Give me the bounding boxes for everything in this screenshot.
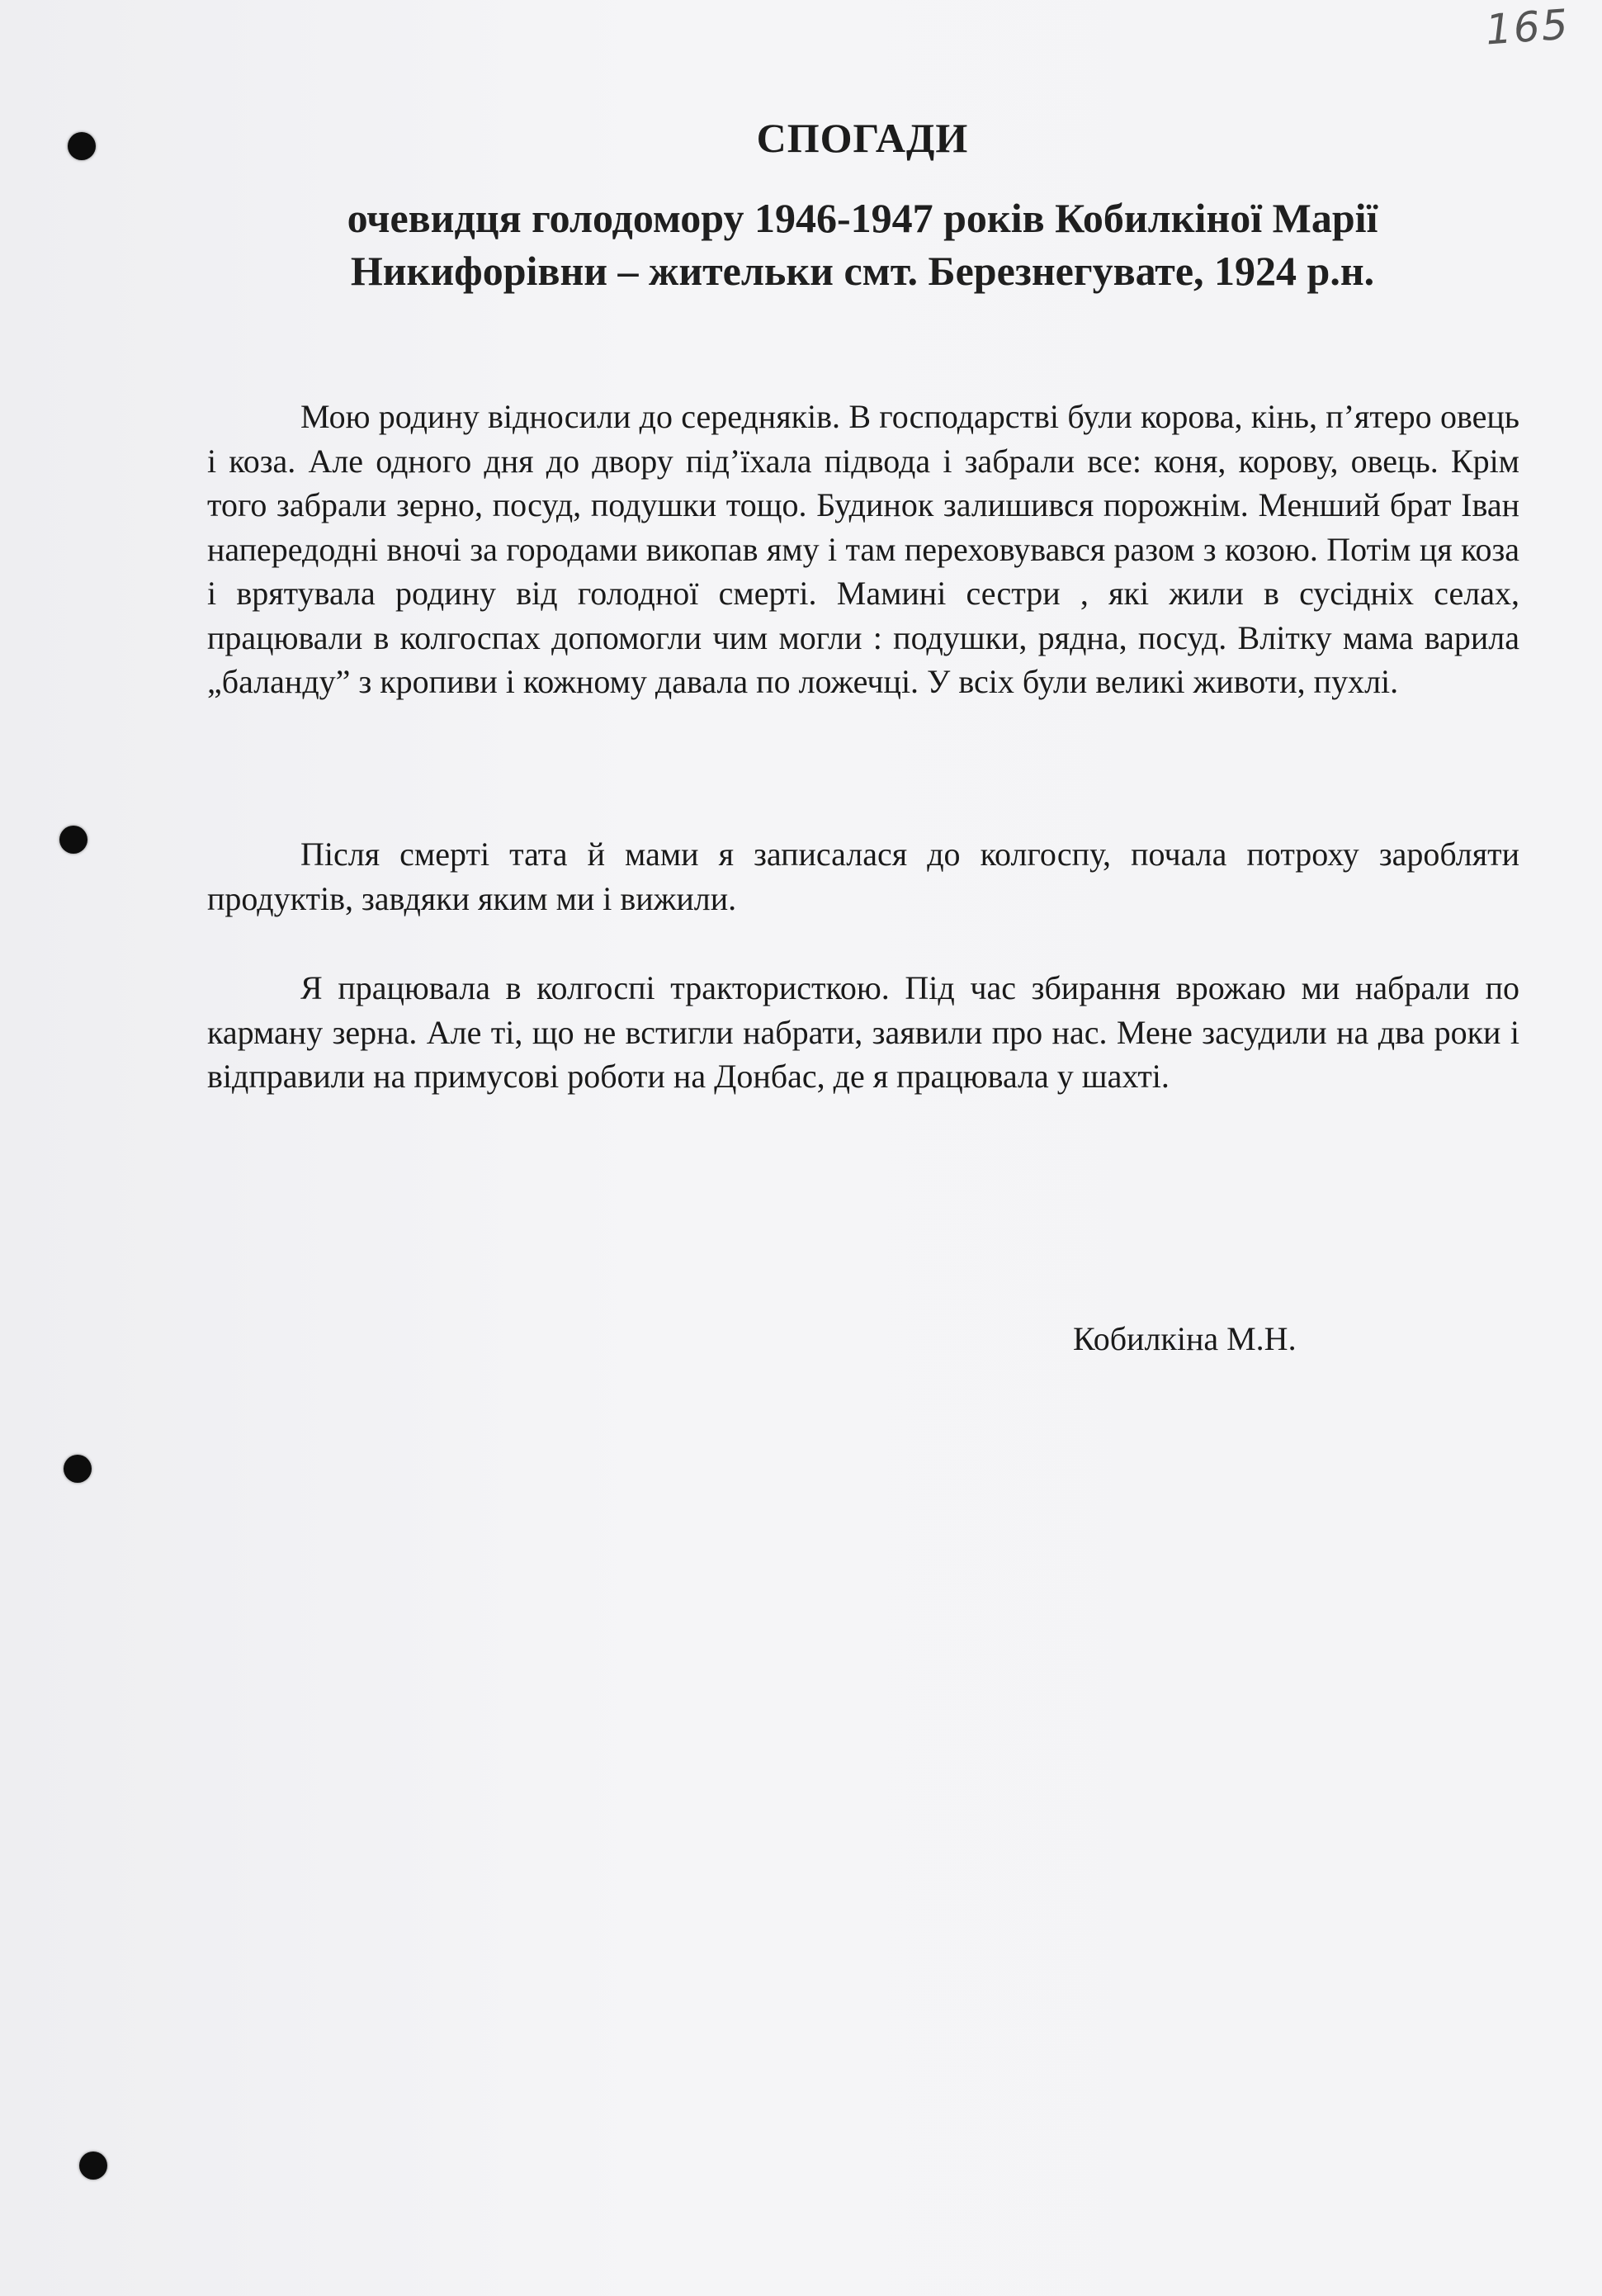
subtitle-line: очевидця голодомору 1946-1947 років Кобилкіної Марії bbox=[347, 195, 1378, 241]
punch-hole bbox=[79, 2152, 107, 2180]
subtitle-line: Никифорівни – жительки смт. Березнегувате, 1924 р.н. bbox=[350, 248, 1375, 294]
paragraph: Я працювала в колгоспі трактористкою. Під час збирання врожаю ми набрали по карману зерна. Але ті, що не встигли набрати, заявили про нас. Мене засудили на два роки і відправили на примусові роботи на Донбас, де я працювала у шахті. bbox=[207, 969, 1519, 1095]
paragraph: Мою родину відносили до середняків. В господарстві були корова, кінь, п’ятеро овець і коза. Але одного дня до двору під’їхала підвода і забрали все: коня, корову, овець. Крім того забрали зерно, посуд, подушки тощо. Будинок залишився порожнім. Менший брат Іван напередодні вночі за городами викопав яму і там переховувався разом з козою. Потім ця коза і врятувала родину від голодної смерті. Мамині сестри , які жили в сусідніх селах, працювали в колгоспах допомогли чим могли : подушки, рядна, посуд. Влітку мама варила „баланду” з кропиви і кожному давала по ложечці. У всіх були великі животи, пухлі. bbox=[207, 398, 1519, 700]
punch-hole bbox=[64, 1455, 92, 1483]
page-number: 165 bbox=[1484, 0, 1571, 54]
paragraph: Після смерті тата й мами я записалася до колгоспу, почала потроху заробляти продуктів, завдяки яким ми і вижили. bbox=[207, 836, 1519, 917]
document-subtitle bbox=[248, 192, 1477, 297]
punch-hole bbox=[59, 826, 87, 854]
signature: Кобилкіна М.Н. bbox=[1073, 1320, 1297, 1357]
document-title: СПОГАДИ bbox=[756, 115, 969, 161]
